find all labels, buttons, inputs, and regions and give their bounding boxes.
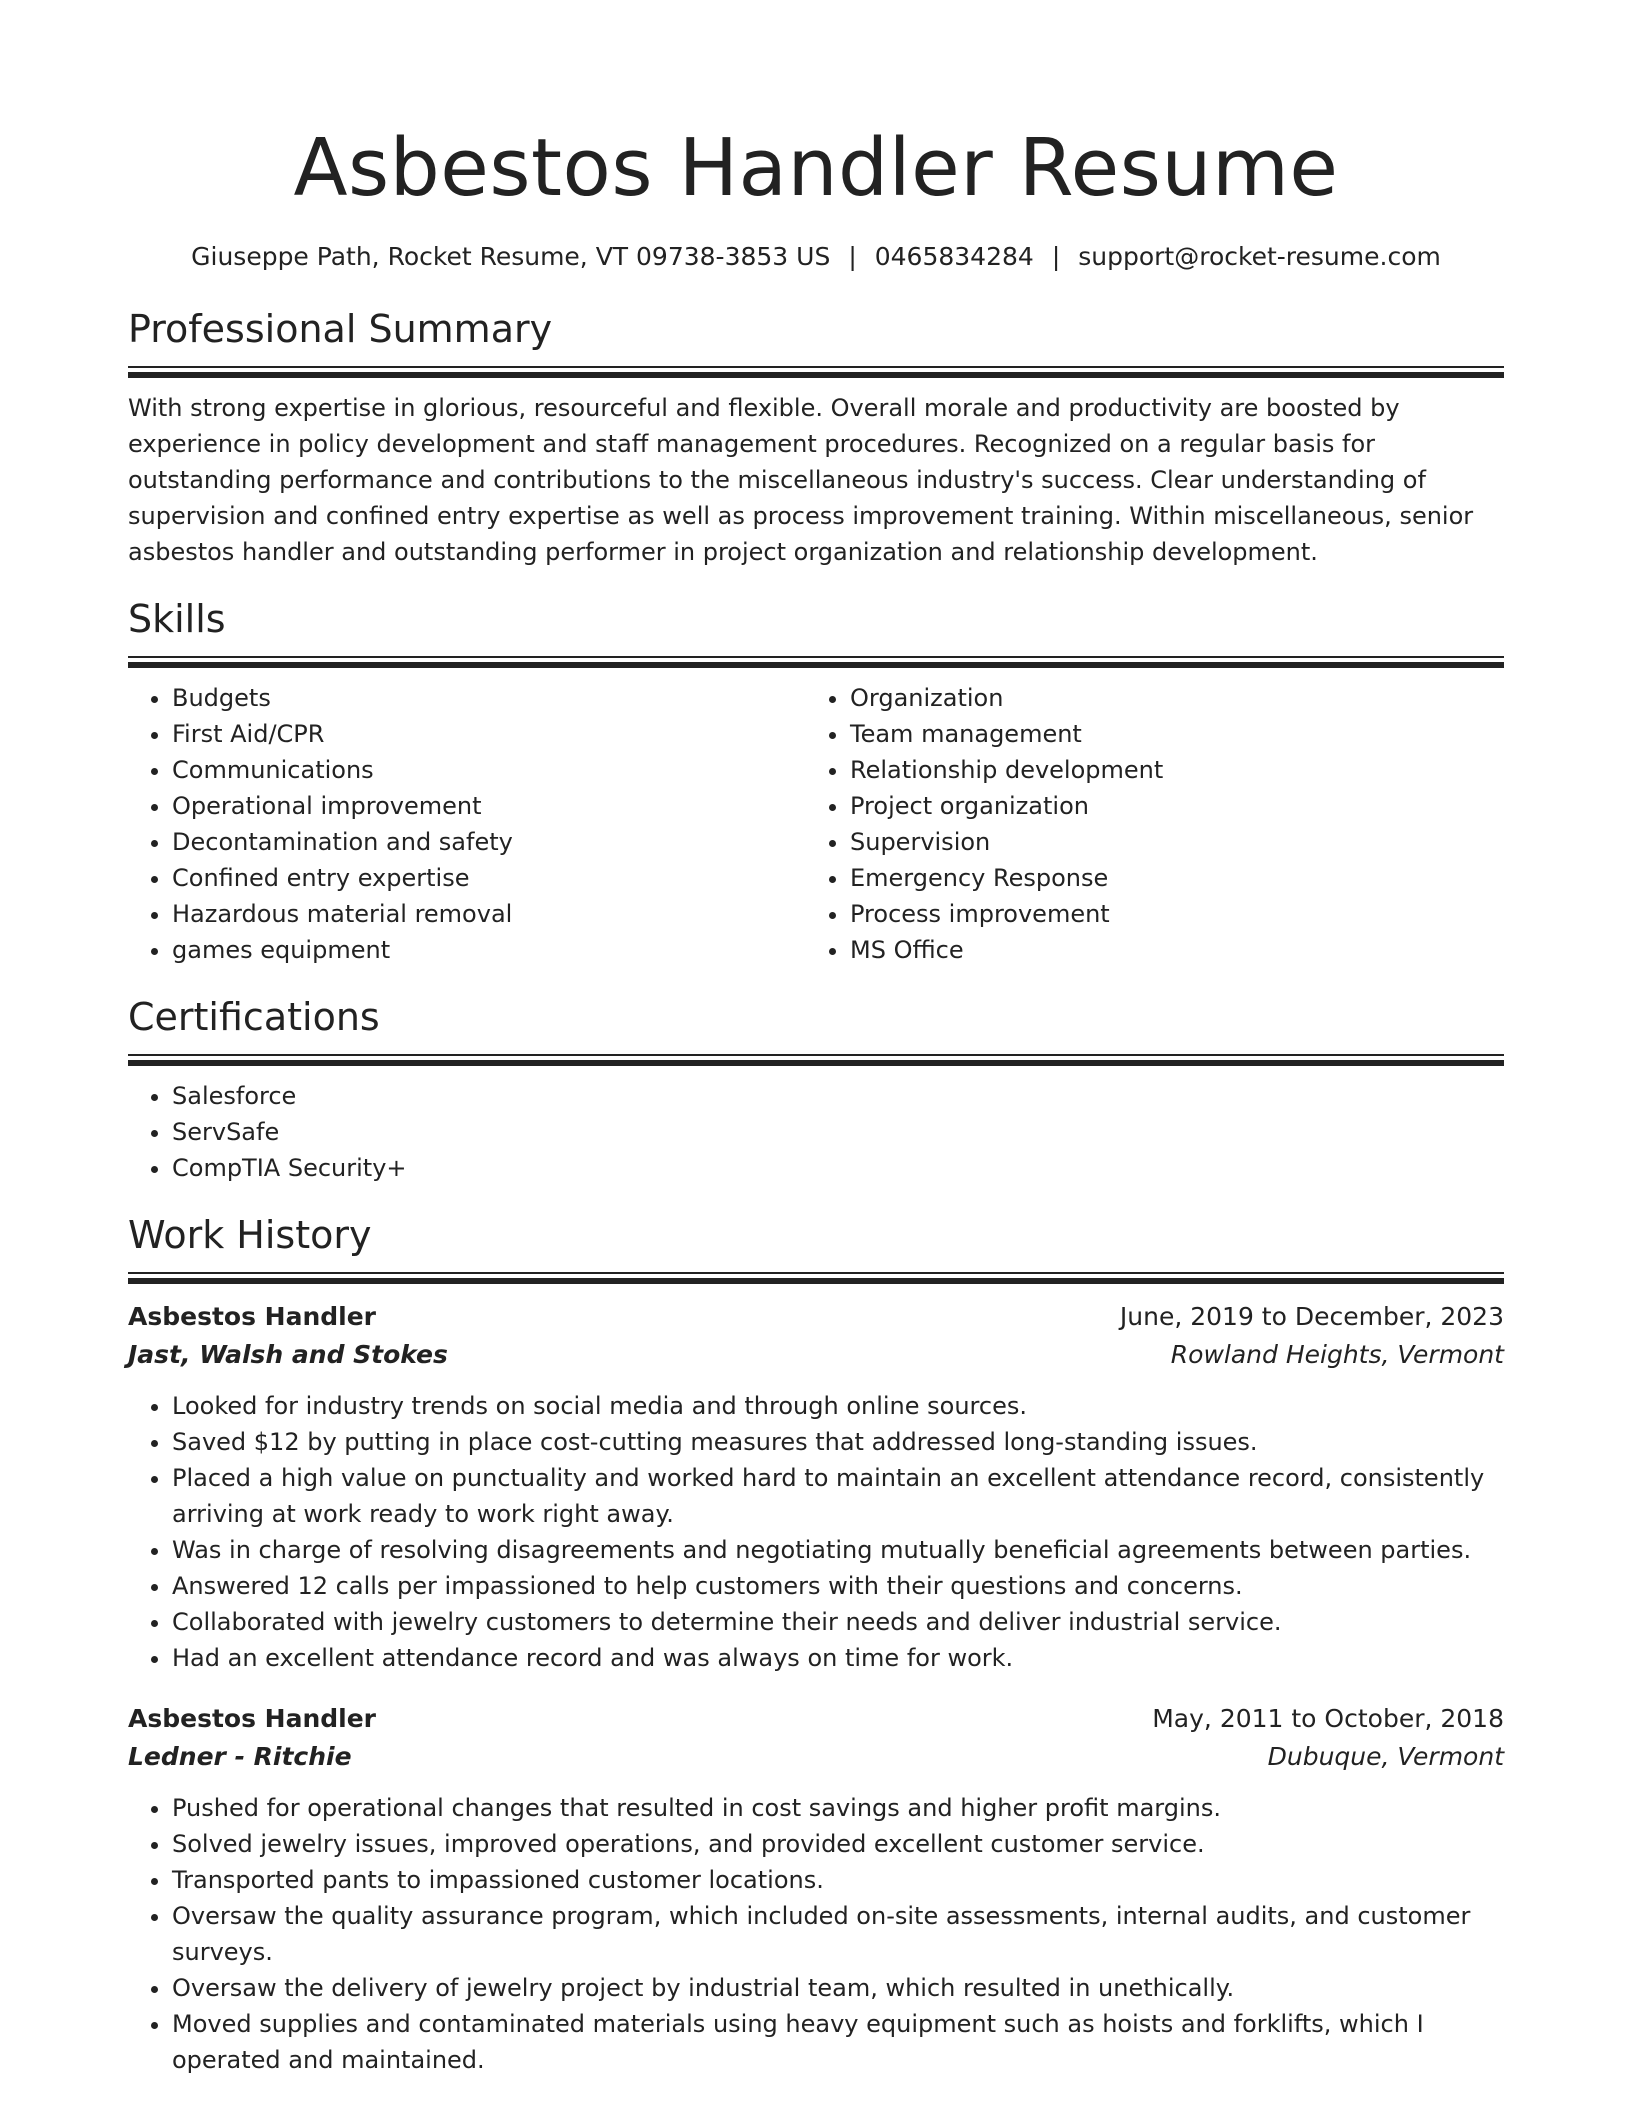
section-divider (128, 1054, 1504, 1066)
skill-item: • Emergency Response (850, 860, 1484, 896)
job-bullet: • Saved $12 by putting in place cost-cutting measures that addressed long-standing issues. (172, 1424, 1504, 1460)
skills-column-left (128, 680, 806, 968)
skill-item: • games equipment (172, 932, 806, 968)
skill-item: • MS Office (850, 932, 1484, 968)
job-company: Jast, Walsh and Stokes (128, 1340, 448, 1369)
skill-item: • Decontamination and safety (172, 824, 806, 860)
skill-item: • Communications (172, 752, 806, 788)
job-title: Asbestos Handler (128, 1302, 377, 1331)
skill-item: • Process improvement (850, 896, 1484, 932)
resume-page (128, 0, 1504, 2078)
certifications-section (128, 992, 1504, 1186)
job-company: Ledner - Ritchie (128, 1742, 352, 1771)
job-location: Rowland Heights, Vermont (1170, 1340, 1504, 1369)
job-company-row (128, 1738, 1504, 1776)
job-bullet: • Transported pants to impassioned customer locations. (172, 1862, 1504, 1898)
job-dates: June, 2019 to December, 2023 (1119, 1302, 1504, 1331)
job-bullet: • Was in charge of resolving disagreements and negotiating mutually beneficial agreements between parties. (172, 1532, 1504, 1568)
contact-separator: | (848, 242, 857, 271)
job-bullet: • Had an excellent attendance record and was always on time for work. (172, 1640, 1504, 1676)
skills-list-right (806, 680, 1484, 968)
job-dates: May, 2011 to October, 2018 (1152, 1704, 1504, 1733)
job-header-row (128, 1298, 1504, 1336)
job-bullet-list (128, 1790, 1504, 2078)
job-bullet: • Oversaw the quality assurance program, which included on-site assessments, internal audits, and customer surveys. (172, 1898, 1504, 1970)
job-bullet: • Looked for industry trends on social media and through online sources. (172, 1388, 1504, 1424)
job-bullet: • Oversaw the delivery of jewelry project by industrial team, which resulted in unethically. (172, 1970, 1504, 2006)
skills-columns (128, 680, 1504, 968)
section-heading-work-history: Work History (128, 1213, 372, 1257)
skills-list-left (128, 680, 806, 968)
skills-section (128, 594, 1504, 968)
job-entry (128, 1700, 1504, 2078)
certification-item: • ServSafe (172, 1114, 1504, 1150)
job-bullet: • Collaborated with jewelry customers to determine their needs and deliver industrial service. (172, 1604, 1504, 1640)
work-history-section (128, 1210, 1504, 2078)
section-divider (128, 656, 1504, 668)
job-entry (128, 1298, 1504, 1676)
summary-section (128, 304, 1504, 570)
job-bullet: • Moved supplies and contaminated materials using heavy equipment such as hoists and forklifts, which I operated and maintained. (172, 2006, 1504, 2078)
resume-title: Asbestos Handler Resume (293, 122, 1339, 214)
skills-column-right (806, 680, 1484, 968)
job-bullet: • Answered 12 calls per impassioned to help customers with their questions and concerns. (172, 1568, 1504, 1604)
job-bullet: • Placed a high value on punctuality and worked hard to maintain an excellent attendance record, consistently arriving at work ready to work right away. (172, 1460, 1504, 1532)
job-bullet: • Solved jewelry issues, improved operations, and provided excellent customer service. (172, 1826, 1504, 1862)
job-title: Asbestos Handler (128, 1704, 377, 1733)
skill-item: • Team management (850, 716, 1484, 752)
skill-item: • Operational improvement (172, 788, 806, 824)
contact-phone: 0465834284 (874, 242, 1034, 271)
section-heading-skills: Skills (128, 597, 226, 641)
certification-item: • CompTIA Security+ (172, 1150, 1504, 1186)
contact-separator: | (1051, 242, 1061, 271)
section-heading-certifications: Certifications (128, 995, 380, 1039)
skill-item: • Supervision (850, 824, 1484, 860)
summary-text: With strong expertise in glorious, resourceful and flexible. Overall morale and productivity are boosted by experience in policy development and staff management procedures. Recognized on a regular basis for outstanding performance and contributions to the miscellaneous industry's success. Clear understanding of supervision and confined entry expertise as well as process improvement training. Within miscellaneous, senior asbestos handler and outstanding performer in project organization and relationship development. (128, 394, 1474, 566)
skill-item: • Hazardous material removal (172, 896, 806, 932)
section-divider (128, 366, 1504, 378)
skill-item: • Relationship development (850, 752, 1484, 788)
section-divider (128, 1272, 1504, 1284)
skill-item: • Budgets (172, 680, 806, 716)
certification-item: • Salesforce (172, 1078, 1504, 1114)
skill-item: • Organization (850, 680, 1484, 716)
contact-email: support@rocket-resume.com (1078, 242, 1441, 271)
job-bullet-list (128, 1388, 1504, 1676)
job-header-row (128, 1700, 1504, 1738)
job-bullet: • Pushed for operational changes that resulted in cost savings and higher profit margins. (172, 1790, 1504, 1826)
contact-line (128, 240, 1504, 274)
job-location: Dubuque, Vermont (1267, 1742, 1504, 1771)
job-company-row (128, 1336, 1504, 1374)
skill-item: • First Aid/CPR (172, 716, 806, 752)
certifications-list (128, 1078, 1504, 1186)
jobs-list (128, 1298, 1504, 2078)
section-heading-summary: Professional Summary (128, 307, 553, 351)
skill-item: • Project organization (850, 788, 1484, 824)
contact-address: Giuseppe Path, Rocket Resume, VT 09738-3853 US (191, 242, 831, 271)
skill-item: • Confined entry expertise (172, 860, 806, 896)
